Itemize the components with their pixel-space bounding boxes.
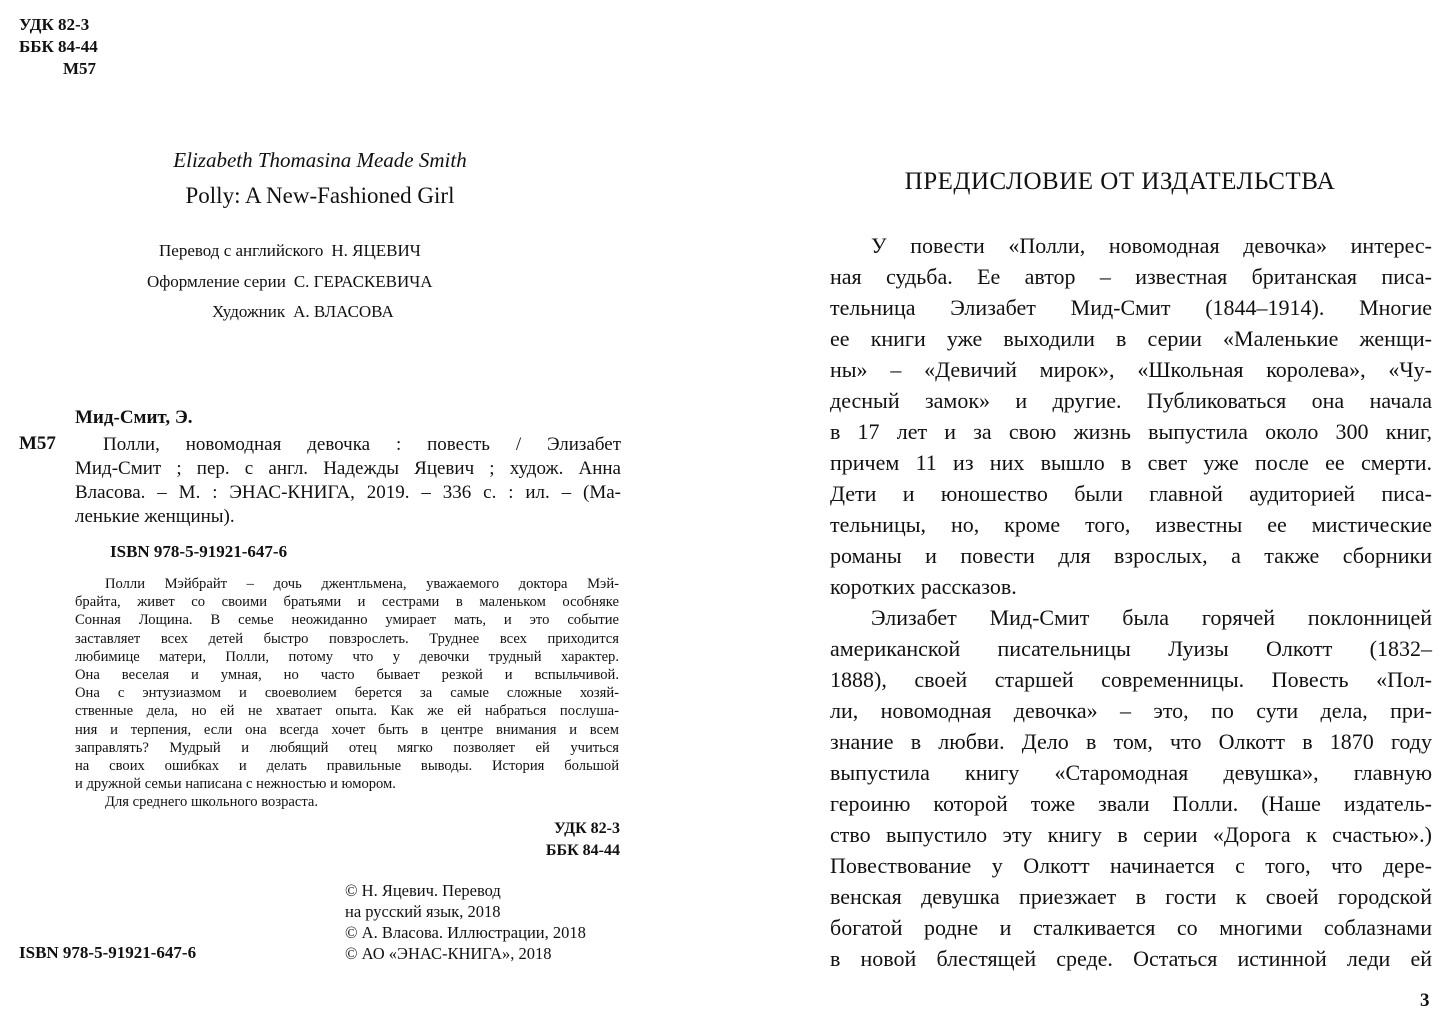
preface-line: ны» – «Девичий мирок», «Школьная королева», «Чу- bbox=[830, 357, 1432, 382]
annotation-line: заправлять? Мудрый и любящий отец мягко позволяет ей учиться bbox=[75, 739, 619, 756]
preface-line: богатой родне и сталкивается со многими соблазнами bbox=[830, 915, 1432, 940]
preface-line: 1888), своей старшей современницы. Повесть «Пол- bbox=[830, 667, 1432, 692]
page-number: 3 bbox=[1420, 990, 1430, 1011]
annotation bbox=[75, 575, 619, 811]
bib-line: Мид-Смит ; пер. с англ. Надежды Яцевич ; худож. Анна bbox=[75, 458, 621, 479]
bib-line: ленькие женщины). bbox=[75, 506, 235, 527]
preface-line: в 17 лет и за свою жизнь выпустила около 300 книг, bbox=[830, 419, 1432, 444]
preface-heading: ПРЕДИСЛОВИЕ ОТ ИЗДАТЕЛЬСТВА bbox=[904, 168, 1336, 195]
preface-line: американской писательницы Луизы Олкотт (1832– bbox=[830, 636, 1432, 661]
annotation-line: любимице матери, Полли, потому что у девочки трудный характер. bbox=[75, 648, 619, 665]
bib-line: Полли, новомодная девочка : повесть / Элизабет bbox=[103, 434, 621, 455]
copyright-block bbox=[345, 880, 586, 964]
credit-role: Оформление серии bbox=[147, 272, 286, 291]
preface-line: знание в любви. Дело в том, что Олкотт в 1870 году bbox=[830, 729, 1432, 754]
preface-line: в новой блестящей среде. Остаться истинной леди ей bbox=[830, 946, 1432, 971]
copyright-line: © Н. Яцевич. Перевод bbox=[345, 881, 501, 900]
preface-line: ная судьба. Ее автор – известная британская писа- bbox=[830, 264, 1432, 289]
preface-line: тельницы, но, кроме того, известны ее мистические bbox=[830, 512, 1432, 537]
preface-line: десный замок» и другие. Публиковаться она начала bbox=[830, 388, 1432, 413]
preface-line: причем 11 из них вышло в свет уже после ее смерти. bbox=[830, 450, 1432, 475]
annotation-line: на своих ошибках и делать правильные выводы. История большой bbox=[75, 757, 619, 774]
credit-translator bbox=[159, 241, 421, 261]
author-sign: М57 bbox=[63, 59, 97, 78]
credit-name: Н. ЯЦЕВИЧ bbox=[331, 241, 421, 260]
annotation-line: ния и терпения, если она всегда хочет быть в центре внимания и всем bbox=[75, 721, 619, 738]
preface-line: Элизабет Мид-Смит была горячей поклонницей bbox=[871, 605, 1432, 630]
preface-line: коротких рассказов. bbox=[830, 574, 1017, 599]
bib-isbn: ISBN 978-5-91921-647-6 bbox=[110, 542, 288, 561]
bbk-code-bottom: ББК 84-44 bbox=[545, 842, 620, 859]
credit-name: С. ГЕРАСКЕВИЧА bbox=[293, 272, 433, 291]
preface-line: выпустила книгу «Старомодная девушка», главную bbox=[830, 760, 1432, 785]
bib-sign: М57 bbox=[19, 433, 56, 454]
annotation-line: Она веселая и умная, но часто бывает резкой и вспыльчивой. bbox=[75, 666, 619, 683]
credit-series-design bbox=[147, 272, 433, 292]
preface-line: венская девушка приезжает в гости к своей городской bbox=[830, 884, 1432, 909]
preface-line: тельница Элизабет Мид-Смит (1844–1914). Многие bbox=[830, 295, 1432, 320]
credit-role: Перевод с английского bbox=[159, 241, 324, 260]
annotation-line: заставляет всех детей быстро повзрослеть. Труднее всех приходится bbox=[75, 630, 619, 647]
preface-line: ство выпустило эту книгу в серии «Дорога к счастью».) bbox=[830, 822, 1432, 847]
copyright-line: © А. Власова. Иллюстрации, 2018 bbox=[345, 923, 586, 942]
preface-line: романы и повести для взрослых, а также сборники bbox=[830, 543, 1432, 568]
preface-text bbox=[830, 230, 1432, 974]
annotation-line: Сонная Лощина. В семье неожиданно умирает мать, и это событие bbox=[75, 612, 619, 629]
annotation-line: брайта, живет со своими братьями и сестрами в маленьком особняке bbox=[75, 594, 619, 611]
copyright-line: на русский язык, 2018 bbox=[345, 902, 501, 921]
isbn-footer: ISBN 978-5-91921-647-6 bbox=[19, 943, 197, 962]
annotation-line: ственные дела, но ей не хватает опыта. Как же ей набраться послуша- bbox=[75, 703, 619, 720]
original-title: Polly: A New-Fashioned Girl bbox=[185, 183, 455, 208]
preface-line: ли, новомодная девочка» – это, по сути дела, при- bbox=[830, 698, 1432, 723]
annotation-line: Полли Мэйбрайт – дочь джентльмена, уважаемого доктора Мэй- bbox=[105, 576, 619, 592]
credit-illustrator bbox=[212, 302, 394, 322]
bib-line: Власова. – М. : ЭНАС-КНИГА, 2019. – 336 с. : ил. – (Ма- bbox=[75, 482, 621, 503]
udk-code: УДК 82-3 bbox=[19, 15, 90, 34]
age-rating: Для среднего школьного возраста. bbox=[105, 794, 319, 811]
credit-role: Художник bbox=[212, 302, 286, 321]
preface-line: Повествование у Олкотт начинается с того, что дере- bbox=[830, 853, 1432, 878]
bbk-code: ББК 84-44 bbox=[19, 37, 98, 56]
preface-line: Дети и юношество были главной аудиторией писа- bbox=[830, 481, 1432, 506]
udk-code-bottom: УДК 82-3 bbox=[553, 820, 620, 837]
preface-line: героиню которой тоже звали Полли. (Наше издатель- bbox=[830, 791, 1432, 816]
preface-line: ее книги уже выходили в серии «Маленькие женщи- bbox=[830, 326, 1432, 351]
annotation-line: Она с энтузиазмом и своеволием берется за самые сложные хозяй- bbox=[75, 685, 619, 702]
credit-name: А. ВЛАСОВА bbox=[293, 302, 394, 321]
original-author: Elizabeth Thomasina Meade Smith bbox=[173, 148, 467, 172]
annotation-line: и дружной семьи написана с нежностью и юмором. bbox=[75, 776, 396, 793]
bib-description bbox=[75, 433, 621, 529]
preface-line: У повести «Полли, новомодная девочка» интерес- bbox=[871, 233, 1432, 258]
copyright-line: © АО «ЭНАС-КНИГА», 2018 bbox=[345, 944, 552, 963]
bib-author-heading: Мид-Смит, Э. bbox=[75, 407, 193, 428]
